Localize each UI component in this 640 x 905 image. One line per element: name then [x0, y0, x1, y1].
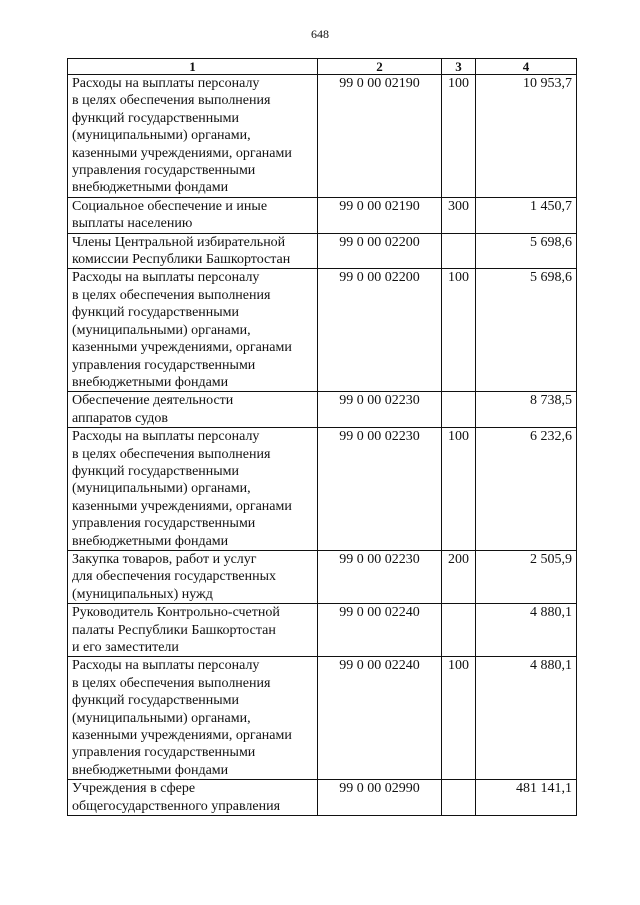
table-body	[68, 75, 577, 816]
table-row	[68, 75, 577, 198]
amount: 5 698,6	[476, 233, 577, 269]
amount: 8 738,5	[476, 392, 577, 428]
expense-name: Учреждения в сфере общегосударственного управления	[68, 780, 318, 816]
target-item-code: 99 0 00 02240	[318, 604, 442, 657]
expense-type-code	[442, 233, 476, 269]
table-row	[68, 197, 577, 233]
expense-type-code: 200	[442, 550, 476, 603]
target-item-code: 99 0 00 02240	[318, 657, 442, 780]
table-row	[68, 604, 577, 657]
amount: 4 880,1	[476, 604, 577, 657]
target-item-code: 99 0 00 02990	[318, 780, 442, 816]
table-row	[68, 428, 577, 551]
amount: 6 232,6	[476, 428, 577, 551]
expense-type-code: 100	[442, 428, 476, 551]
amount: 1 450,7	[476, 197, 577, 233]
amount: 5 698,6	[476, 269, 577, 392]
table-row	[68, 233, 577, 269]
expense-name: Расходы на выплаты персоналу в целях обеспечения выполнения функций государственными (муниципальными) органами, казенными учреждениями, органами управления государственными внебюджетными фондами	[68, 428, 318, 551]
expense-type-code: 100	[442, 657, 476, 780]
target-item-code: 99 0 00 02200	[318, 269, 442, 392]
expense-name: Закупка товаров, работ и услуг для обеспечения государственных (муниципальных) нужд	[68, 550, 318, 603]
expense-name: Социальное обеспечение и иные выплаты населению	[68, 197, 318, 233]
table-row	[68, 550, 577, 603]
target-item-code: 99 0 00 02200	[318, 233, 442, 269]
expense-name: Члены Центральной избирательной комиссии Республики Башкортостан	[68, 233, 318, 269]
expense-name: Расходы на выплаты персоналу в целях обеспечения выполнения функций государственными (муниципальными) органами, казенными учреждениями, органами управления государственными внебюджетными фондами	[68, 657, 318, 780]
header-col-1: 1	[68, 59, 318, 75]
expense-type-code	[442, 392, 476, 428]
expense-type-code: 100	[442, 269, 476, 392]
table-row	[68, 657, 577, 780]
page-number: 648	[311, 27, 329, 41]
expense-name: Расходы на выплаты персоналу в целях обеспечения выполнения функций государственными (муниципальными) органами, казенными учреждениями, органами управления государственными внебюджетными фондами	[68, 75, 318, 198]
table-header	[68, 59, 577, 75]
header-row	[68, 59, 577, 75]
table-row	[68, 780, 577, 816]
amount: 481 141,1	[476, 780, 577, 816]
amount: 4 880,1	[476, 657, 577, 780]
header-col-2: 2	[318, 59, 442, 75]
amount: 10 953,7	[476, 75, 577, 198]
expense-type-code	[442, 604, 476, 657]
expense-type-code	[442, 780, 476, 816]
expense-type-code: 300	[442, 197, 476, 233]
expense-name: Расходы на выплаты персоналу в целях обеспечения выполнения функций государственными (муниципальными) органами, казенными учреждениями, органами управления государственными внебюджетными фондами	[68, 269, 318, 392]
amount: 2 505,9	[476, 550, 577, 603]
expense-name: Руководитель Контрольно-счетной палаты Республики Башкортостан и его заместители	[68, 604, 318, 657]
header-col-3: 3	[442, 59, 476, 75]
expense-name: Обеспечение деятельности аппаратов судов	[68, 392, 318, 428]
table-row	[68, 392, 577, 428]
table-row	[68, 269, 577, 392]
target-item-code: 99 0 00 02190	[318, 197, 442, 233]
target-item-code: 99 0 00 02230	[318, 550, 442, 603]
budget-table	[67, 58, 577, 816]
expense-type-code: 100	[442, 75, 476, 198]
header-col-4: 4	[476, 59, 577, 75]
target-item-code: 99 0 00 02190	[318, 75, 442, 198]
target-item-code: 99 0 00 02230	[318, 428, 442, 551]
target-item-code: 99 0 00 02230	[318, 392, 442, 428]
